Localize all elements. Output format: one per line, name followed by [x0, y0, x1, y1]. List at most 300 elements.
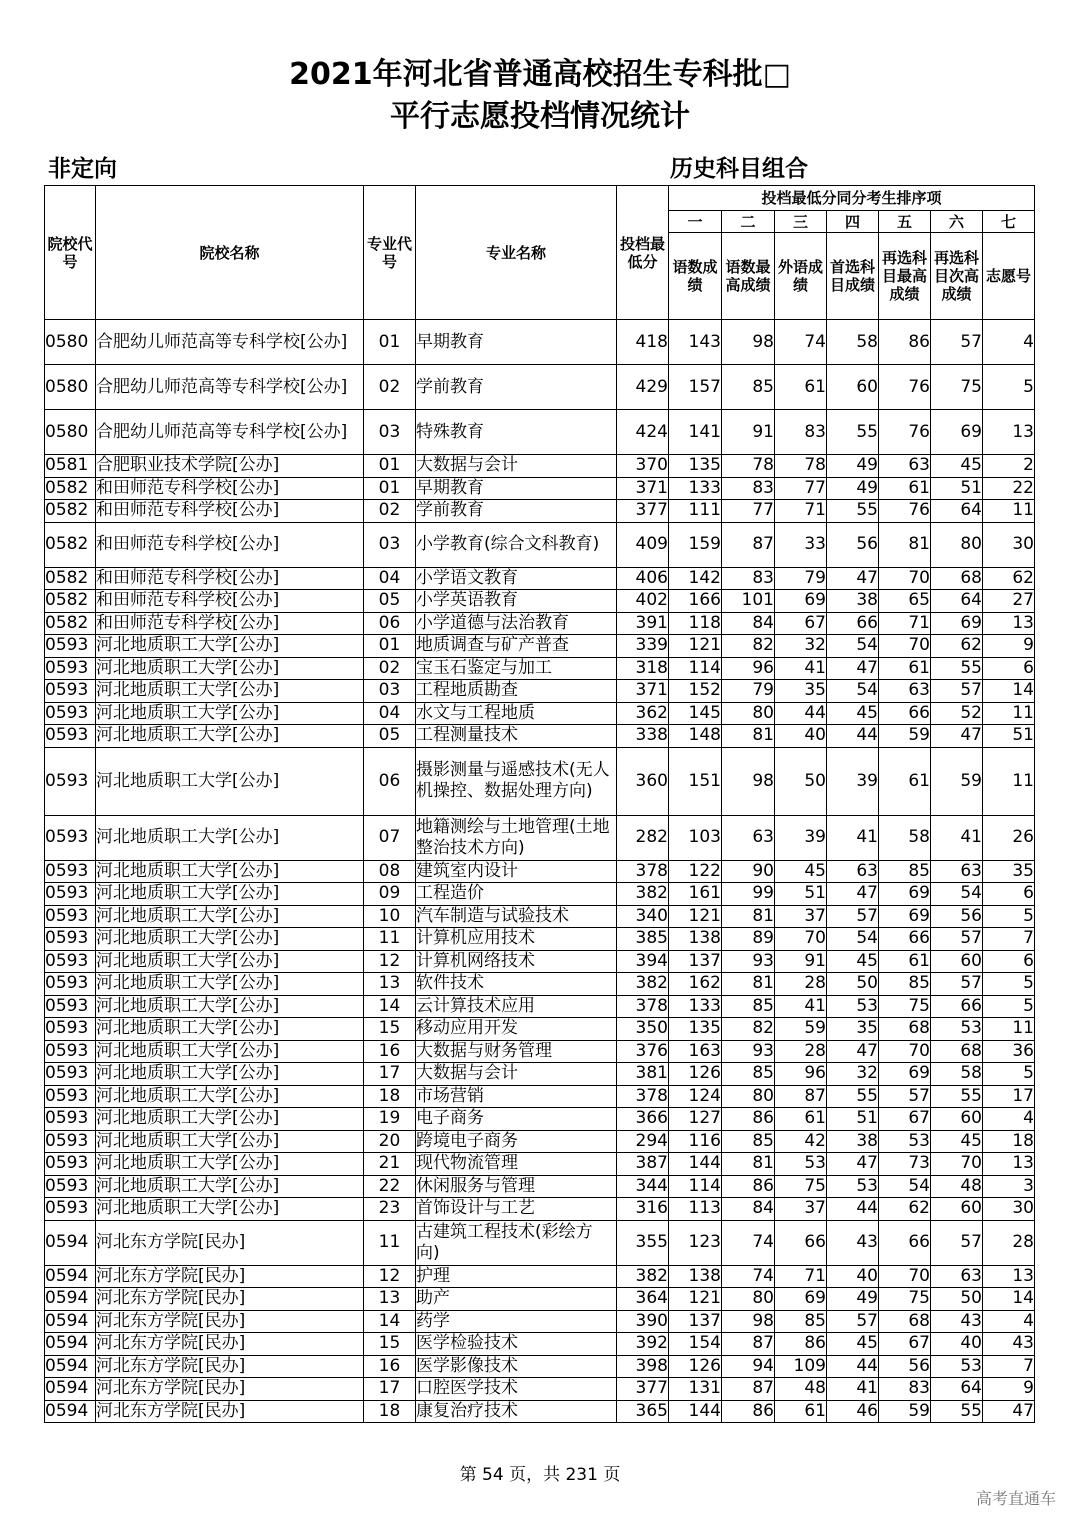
min-score-cell: 378	[617, 860, 669, 883]
elective-max-cell: 63	[879, 455, 931, 478]
header-school-name: 院校名称	[96, 186, 364, 320]
preference-number-cell: 6	[983, 883, 1035, 906]
preference-number-cell: 17	[983, 1085, 1035, 1108]
elective-second-cell: 59	[931, 747, 983, 815]
min-score-cell: 339	[617, 635, 669, 658]
elective-second-cell: 57	[931, 1220, 983, 1265]
major-code-cell: 04	[364, 702, 416, 725]
chinese-math-max-cell: 84	[722, 612, 775, 635]
major-name-cell: 小学道德与法治教育	[416, 612, 617, 635]
major-name-cell: 大数据与会计	[416, 455, 617, 478]
school-code-cell: 0594	[45, 1288, 96, 1311]
elective-second-cell: 60	[931, 950, 983, 973]
first-subject-cell: 44	[827, 725, 879, 748]
school-code-cell: 0594	[45, 1355, 96, 1378]
foreign-language-cell: 59	[775, 1018, 827, 1041]
school-name-cell: 和田师范专科学校[公办]	[96, 612, 364, 635]
chinese-math-max-cell: 90	[722, 860, 775, 883]
school-name-cell: 河北地质职工大学[公办]	[96, 815, 364, 860]
table-row	[45, 905, 1035, 928]
school-name-cell: 河北地质职工大学[公办]	[96, 1063, 364, 1086]
chinese-math-max-cell: 81	[722, 725, 775, 748]
chinese-math-max-cell: 87	[722, 1378, 775, 1401]
major-code-cell: 03	[364, 680, 416, 703]
first-subject-cell: 53	[827, 1175, 879, 1198]
header-rank: 三	[775, 211, 827, 233]
major-name-cell: 移动应用开发	[416, 1018, 617, 1041]
school-code-cell: 0582	[45, 477, 96, 500]
major-code-cell: 16	[364, 1040, 416, 1063]
school-code-cell: 0580	[45, 365, 96, 410]
watermark-text: 高考直通车	[975, 1489, 1056, 1508]
elective-max-cell: 67	[879, 1108, 931, 1131]
preference-number-cell: 26	[983, 815, 1035, 860]
major-code-cell: 01	[364, 320, 416, 365]
elective-max-cell: 68	[879, 1018, 931, 1041]
chinese-math-score-cell: 163	[669, 1040, 722, 1063]
foreign-language-cell: 109	[775, 1355, 827, 1378]
first-subject-cell: 38	[827, 1130, 879, 1153]
preference-number-cell: 2	[983, 455, 1035, 478]
school-name-cell: 河北地质职工大学[公办]	[96, 905, 364, 928]
school-name-cell: 河北地质职工大学[公办]	[96, 1175, 364, 1198]
elective-second-cell: 47	[931, 725, 983, 748]
major-code-cell: 08	[364, 860, 416, 883]
major-code-cell: 04	[364, 567, 416, 590]
school-code-cell: 0593	[45, 725, 96, 748]
school-name-cell: 河北地质职工大学[公办]	[96, 928, 364, 951]
first-subject-cell: 40	[827, 1265, 879, 1288]
min-score-cell: 377	[617, 1378, 669, 1401]
first-subject-cell: 51	[827, 1108, 879, 1131]
foreign-language-cell: 61	[775, 365, 827, 410]
school-name-cell: 河北东方学院[民办]	[96, 1378, 364, 1401]
major-name-cell: 建筑室内设计	[416, 860, 617, 883]
major-code-cell: 13	[364, 1288, 416, 1311]
elective-second-cell: 45	[931, 455, 983, 478]
chinese-math-max-cell: 83	[722, 477, 775, 500]
school-code-cell: 0593	[45, 680, 96, 703]
school-code-cell: 0593	[45, 995, 96, 1018]
elective-second-cell: 64	[931, 590, 983, 613]
table-row	[45, 1378, 1035, 1401]
elective-max-cell: 53	[879, 1130, 931, 1153]
major-name-cell: 工程地质勘查	[416, 680, 617, 703]
major-name-cell: 古建筑工程技术(彩绘方向)	[416, 1220, 617, 1265]
major-name-cell: 早期教育	[416, 477, 617, 500]
min-score-cell: 391	[617, 612, 669, 635]
elective-max-cell: 70	[879, 567, 931, 590]
major-code-cell: 01	[364, 477, 416, 500]
header-school-code: 院校代号	[45, 186, 96, 320]
major-name-cell: 工程测量技术	[416, 725, 617, 748]
elective-max-cell: 62	[879, 1198, 931, 1221]
major-name-cell: 学前教育	[416, 365, 617, 410]
elective-second-cell: 60	[931, 1198, 983, 1221]
elective-second-cell: 57	[931, 928, 983, 951]
school-code-cell: 0593	[45, 928, 96, 951]
school-name-cell: 河北地质职工大学[公办]	[96, 1130, 364, 1153]
min-score-cell: 378	[617, 1085, 669, 1108]
elective-max-cell: 68	[879, 1310, 931, 1333]
table-row	[45, 635, 1035, 658]
chinese-math-score-cell: 111	[669, 500, 722, 523]
min-score-cell: 360	[617, 747, 669, 815]
table-row	[45, 883, 1035, 906]
table-row	[45, 365, 1035, 410]
elective-max-cell: 69	[879, 905, 931, 928]
elective-second-cell: 48	[931, 1175, 983, 1198]
foreign-language-cell: 61	[775, 1400, 827, 1423]
foreign-language-cell: 78	[775, 455, 827, 478]
preference-number-cell: 3	[983, 1175, 1035, 1198]
chinese-math-max-cell: 83	[722, 567, 775, 590]
first-subject-cell: 45	[827, 1333, 879, 1356]
major-code-cell: 11	[364, 928, 416, 951]
chinese-math-max-cell: 87	[722, 1333, 775, 1356]
major-code-cell: 12	[364, 950, 416, 973]
major-code-cell: 21	[364, 1153, 416, 1176]
table-row	[45, 590, 1035, 613]
chinese-math-max-cell: 85	[722, 365, 775, 410]
major-code-cell: 05	[364, 725, 416, 748]
first-subject-cell: 49	[827, 455, 879, 478]
school-code-cell: 0593	[45, 973, 96, 996]
first-subject-cell: 45	[827, 950, 879, 973]
min-score-cell: 294	[617, 1130, 669, 1153]
min-score-cell: 338	[617, 725, 669, 748]
min-score-cell: 429	[617, 365, 669, 410]
min-score-cell: 424	[617, 410, 669, 455]
elective-second-cell: 63	[931, 1265, 983, 1288]
school-code-cell: 0593	[45, 635, 96, 658]
major-name-cell: 早期教育	[416, 320, 617, 365]
foreign-language-cell: 79	[775, 567, 827, 590]
school-code-cell: 0594	[45, 1333, 96, 1356]
header-rank: 四	[827, 211, 879, 233]
major-name-cell: 计算机应用技术	[416, 928, 617, 951]
min-score-cell: 366	[617, 1108, 669, 1131]
foreign-language-cell: 74	[775, 320, 827, 365]
first-subject-cell: 46	[827, 1400, 879, 1423]
school-name-cell: 河北地质职工大学[公办]	[96, 657, 364, 680]
min-score-cell: 318	[617, 657, 669, 680]
elective-max-cell: 66	[879, 928, 931, 951]
preference-number-cell: 28	[983, 1220, 1035, 1265]
foreign-language-cell: 45	[775, 860, 827, 883]
chinese-math-max-cell: 82	[722, 635, 775, 658]
elective-max-cell: 67	[879, 1333, 931, 1356]
chinese-math-score-cell: 141	[669, 410, 722, 455]
elective-max-cell: 65	[879, 590, 931, 613]
chinese-math-max-cell: 81	[722, 1153, 775, 1176]
table-body	[45, 320, 1035, 1423]
school-name-cell: 河北地质职工大学[公办]	[96, 725, 364, 748]
school-name-cell: 河北地质职工大学[公办]	[96, 1085, 364, 1108]
preference-number-cell: 51	[983, 725, 1035, 748]
elective-second-cell: 55	[931, 1085, 983, 1108]
chinese-math-score-cell: 113	[669, 1198, 722, 1221]
elective-max-cell: 61	[879, 657, 931, 680]
chinese-math-score-cell: 126	[669, 1063, 722, 1086]
school-code-cell: 0593	[45, 860, 96, 883]
elective-max-cell: 70	[879, 1265, 931, 1288]
school-code-cell: 0593	[45, 1153, 96, 1176]
chinese-math-score-cell: 144	[669, 1400, 722, 1423]
chinese-math-max-cell: 101	[722, 590, 775, 613]
chinese-math-score-cell: 123	[669, 1220, 722, 1265]
school-code-cell: 0593	[45, 950, 96, 973]
major-name-cell: 学前教育	[416, 500, 617, 523]
preference-number-cell: 11	[983, 702, 1035, 725]
subject-group-label: 历史科目组合	[670, 156, 808, 182]
elective-second-cell: 63	[931, 860, 983, 883]
first-subject-cell: 55	[827, 500, 879, 523]
elective-second-cell: 69	[931, 410, 983, 455]
table-row	[45, 1063, 1035, 1086]
school-name-cell: 合肥幼儿师范高等专科学校[公办]	[96, 320, 364, 365]
elective-second-cell: 60	[931, 1108, 983, 1131]
major-code-cell: 14	[364, 995, 416, 1018]
first-subject-cell: 41	[827, 1378, 879, 1401]
first-subject-cell: 47	[827, 567, 879, 590]
chinese-math-max-cell: 87	[722, 522, 775, 567]
major-name-cell: 工程造价	[416, 883, 617, 906]
foreign-language-cell: 48	[775, 1378, 827, 1401]
foreign-language-cell: 37	[775, 1198, 827, 1221]
major-name-cell: 助产	[416, 1288, 617, 1311]
major-name-cell: 小学教育(综合文科教育)	[416, 522, 617, 567]
elective-second-cell: 52	[931, 702, 983, 725]
major-name-cell: 市场营销	[416, 1085, 617, 1108]
elective-second-cell: 70	[931, 1153, 983, 1176]
foreign-language-cell: 41	[775, 995, 827, 1018]
school-name-cell: 河北地质职工大学[公办]	[96, 747, 364, 815]
elective-max-cell: 69	[879, 883, 931, 906]
elective-max-cell: 76	[879, 410, 931, 455]
major-code-cell: 19	[364, 1108, 416, 1131]
school-name-cell: 河北地质职工大学[公办]	[96, 1108, 364, 1131]
major-name-cell: 软件技术	[416, 973, 617, 996]
chinese-math-max-cell: 98	[722, 747, 775, 815]
school-name-cell: 和田师范专科学校[公办]	[96, 500, 364, 523]
school-code-cell: 0594	[45, 1310, 96, 1333]
elective-second-cell: 57	[931, 320, 983, 365]
min-score-cell: 316	[617, 1198, 669, 1221]
school-code-cell: 0593	[45, 1063, 96, 1086]
first-subject-cell: 38	[827, 590, 879, 613]
first-subject-cell: 63	[827, 860, 879, 883]
chinese-math-max-cell: 77	[722, 500, 775, 523]
table-row	[45, 747, 1035, 815]
preference-number-cell: 14	[983, 680, 1035, 703]
major-code-cell: 01	[364, 455, 416, 478]
chinese-math-score-cell: 118	[669, 612, 722, 635]
chinese-math-score-cell: 138	[669, 928, 722, 951]
chinese-math-max-cell: 86	[722, 1175, 775, 1198]
page-footer: 第 54 页，共 231 页	[459, 1465, 621, 1485]
major-name-cell: 大数据与财务管理	[416, 1040, 617, 1063]
school-name-cell: 河北地质职工大学[公办]	[96, 1018, 364, 1041]
foreign-language-cell: 61	[775, 1108, 827, 1131]
chinese-math-score-cell: 133	[669, 477, 722, 500]
foreign-language-cell: 69	[775, 590, 827, 613]
min-score-cell: 340	[617, 905, 669, 928]
first-subject-cell: 54	[827, 928, 879, 951]
header-major-code: 专业代号	[364, 186, 416, 320]
chinese-math-score-cell: 124	[669, 1085, 722, 1108]
school-name-cell: 河北地质职工大学[公办]	[96, 860, 364, 883]
first-subject-cell: 47	[827, 1153, 879, 1176]
elective-second-cell: 68	[931, 567, 983, 590]
school-code-cell: 0593	[45, 815, 96, 860]
school-code-cell: 0594	[45, 1265, 96, 1288]
table-row	[45, 1220, 1035, 1265]
chinese-math-max-cell: 85	[722, 1130, 775, 1153]
chinese-math-score-cell: 138	[669, 1265, 722, 1288]
school-name-cell: 河北东方学院[民办]	[96, 1400, 364, 1423]
major-name-cell: 大数据与会计	[416, 1063, 617, 1086]
preference-number-cell: 4	[983, 1108, 1035, 1131]
major-code-cell: 05	[364, 590, 416, 613]
major-code-cell: 11	[364, 1220, 416, 1265]
chinese-math-max-cell: 74	[722, 1220, 775, 1265]
preference-number-cell: 62	[983, 567, 1035, 590]
major-name-cell: 休闲服务与管理	[416, 1175, 617, 1198]
chinese-math-max-cell: 82	[722, 1018, 775, 1041]
foreign-language-cell: 32	[775, 635, 827, 658]
school-code-cell: 0594	[45, 1220, 96, 1265]
preference-number-cell: 22	[983, 477, 1035, 500]
first-subject-cell: 47	[827, 657, 879, 680]
table-row	[45, 1288, 1035, 1311]
chinese-math-score-cell: 137	[669, 950, 722, 973]
school-code-cell: 0581	[45, 455, 96, 478]
chinese-math-score-cell: 144	[669, 1153, 722, 1176]
chinese-math-score-cell: 131	[669, 1378, 722, 1401]
preference-number-cell: 35	[983, 860, 1035, 883]
chinese-math-max-cell: 80	[722, 1085, 775, 1108]
table-row	[45, 1310, 1035, 1333]
chinese-math-max-cell: 63	[722, 815, 775, 860]
table-row	[45, 928, 1035, 951]
chinese-math-score-cell: 122	[669, 860, 722, 883]
header-rank: 七	[983, 211, 1035, 233]
table-row	[45, 1400, 1035, 1423]
chinese-math-score-cell: 143	[669, 320, 722, 365]
school-code-cell: 0593	[45, 883, 96, 906]
preference-number-cell: 11	[983, 500, 1035, 523]
elective-second-cell: 66	[931, 995, 983, 1018]
min-score-cell: 382	[617, 973, 669, 996]
school-name-cell: 河北地质职工大学[公办]	[96, 883, 364, 906]
school-name-cell: 河北地质职工大学[公办]	[96, 1198, 364, 1221]
elective-max-cell: 69	[879, 1063, 931, 1086]
major-code-cell: 06	[364, 747, 416, 815]
chinese-math-score-cell: 137	[669, 1310, 722, 1333]
elective-max-cell: 70	[879, 1040, 931, 1063]
header-rank: 二	[722, 211, 775, 233]
chinese-math-score-cell: 162	[669, 973, 722, 996]
table-row	[45, 477, 1035, 500]
document-title-line-1: 2021年河北省普通高校招生专科批□	[289, 57, 791, 92]
school-name-cell: 河北地质职工大学[公办]	[96, 1040, 364, 1063]
elective-second-cell: 80	[931, 522, 983, 567]
school-name-cell: 河北地质职工大学[公办]	[96, 1153, 364, 1176]
chinese-math-max-cell: 86	[722, 1400, 775, 1423]
major-name-cell: 医学检验技术	[416, 1333, 617, 1356]
min-score-cell: 394	[617, 950, 669, 973]
school-code-cell: 0593	[45, 1130, 96, 1153]
chinese-math-score-cell: 152	[669, 680, 722, 703]
elective-second-cell: 64	[931, 500, 983, 523]
major-name-cell: 口腔医学技术	[416, 1378, 617, 1401]
foreign-language-cell: 75	[775, 1175, 827, 1198]
chinese-math-max-cell: 78	[722, 455, 775, 478]
elective-max-cell: 66	[879, 702, 931, 725]
header-rank-item: 再选科目次高成绩	[931, 233, 983, 320]
elective-second-cell: 58	[931, 1063, 983, 1086]
major-name-cell: 药学	[416, 1310, 617, 1333]
foreign-language-cell: 85	[775, 1310, 827, 1333]
elective-max-cell: 63	[879, 680, 931, 703]
major-name-cell: 摄影测量与遥感技术(无人机操控、数据处理方向)	[416, 747, 617, 815]
foreign-language-cell: 40	[775, 725, 827, 748]
major-name-cell: 现代物流管理	[416, 1153, 617, 1176]
first-subject-cell: 47	[827, 883, 879, 906]
table-row	[45, 500, 1035, 523]
min-score-cell: 390	[617, 1310, 669, 1333]
table-row	[45, 1175, 1035, 1198]
elective-max-cell: 76	[879, 500, 931, 523]
elective-max-cell: 61	[879, 950, 931, 973]
min-score-cell: 350	[617, 1018, 669, 1041]
chinese-math-score-cell: 116	[669, 1130, 722, 1153]
elective-second-cell: 75	[931, 365, 983, 410]
major-name-cell: 康复治疗技术	[416, 1400, 617, 1423]
chinese-math-max-cell: 85	[722, 995, 775, 1018]
school-code-cell: 0593	[45, 1108, 96, 1131]
school-name-cell: 河北东方学院[民办]	[96, 1288, 364, 1311]
preference-number-cell: 11	[983, 747, 1035, 815]
major-code-cell: 18	[364, 1085, 416, 1108]
table-row	[45, 657, 1035, 680]
chinese-math-score-cell: 159	[669, 522, 722, 567]
school-code-cell: 0594	[45, 1400, 96, 1423]
chinese-math-max-cell: 91	[722, 410, 775, 455]
major-code-cell: 01	[364, 635, 416, 658]
school-name-cell: 合肥幼儿师范高等专科学校[公办]	[96, 410, 364, 455]
chinese-math-max-cell: 99	[722, 883, 775, 906]
preference-number-cell: 13	[983, 1265, 1035, 1288]
major-name-cell: 汽车制造与试验技术	[416, 905, 617, 928]
table-row	[45, 815, 1035, 860]
elective-max-cell: 73	[879, 1153, 931, 1176]
major-name-cell: 小学语文教育	[416, 567, 617, 590]
school-name-cell: 河北地质职工大学[公办]	[96, 680, 364, 703]
major-code-cell: 15	[364, 1333, 416, 1356]
chinese-math-score-cell: 154	[669, 1333, 722, 1356]
elective-second-cell: 53	[931, 1018, 983, 1041]
first-subject-cell: 54	[827, 680, 879, 703]
chinese-math-max-cell: 98	[722, 320, 775, 365]
major-code-cell: 06	[364, 612, 416, 635]
school-name-cell: 合肥幼儿师范高等专科学校[公办]	[96, 365, 364, 410]
first-subject-cell: 35	[827, 1018, 879, 1041]
table-row	[45, 1198, 1035, 1221]
chinese-math-score-cell: 161	[669, 883, 722, 906]
major-code-cell: 12	[364, 1265, 416, 1288]
